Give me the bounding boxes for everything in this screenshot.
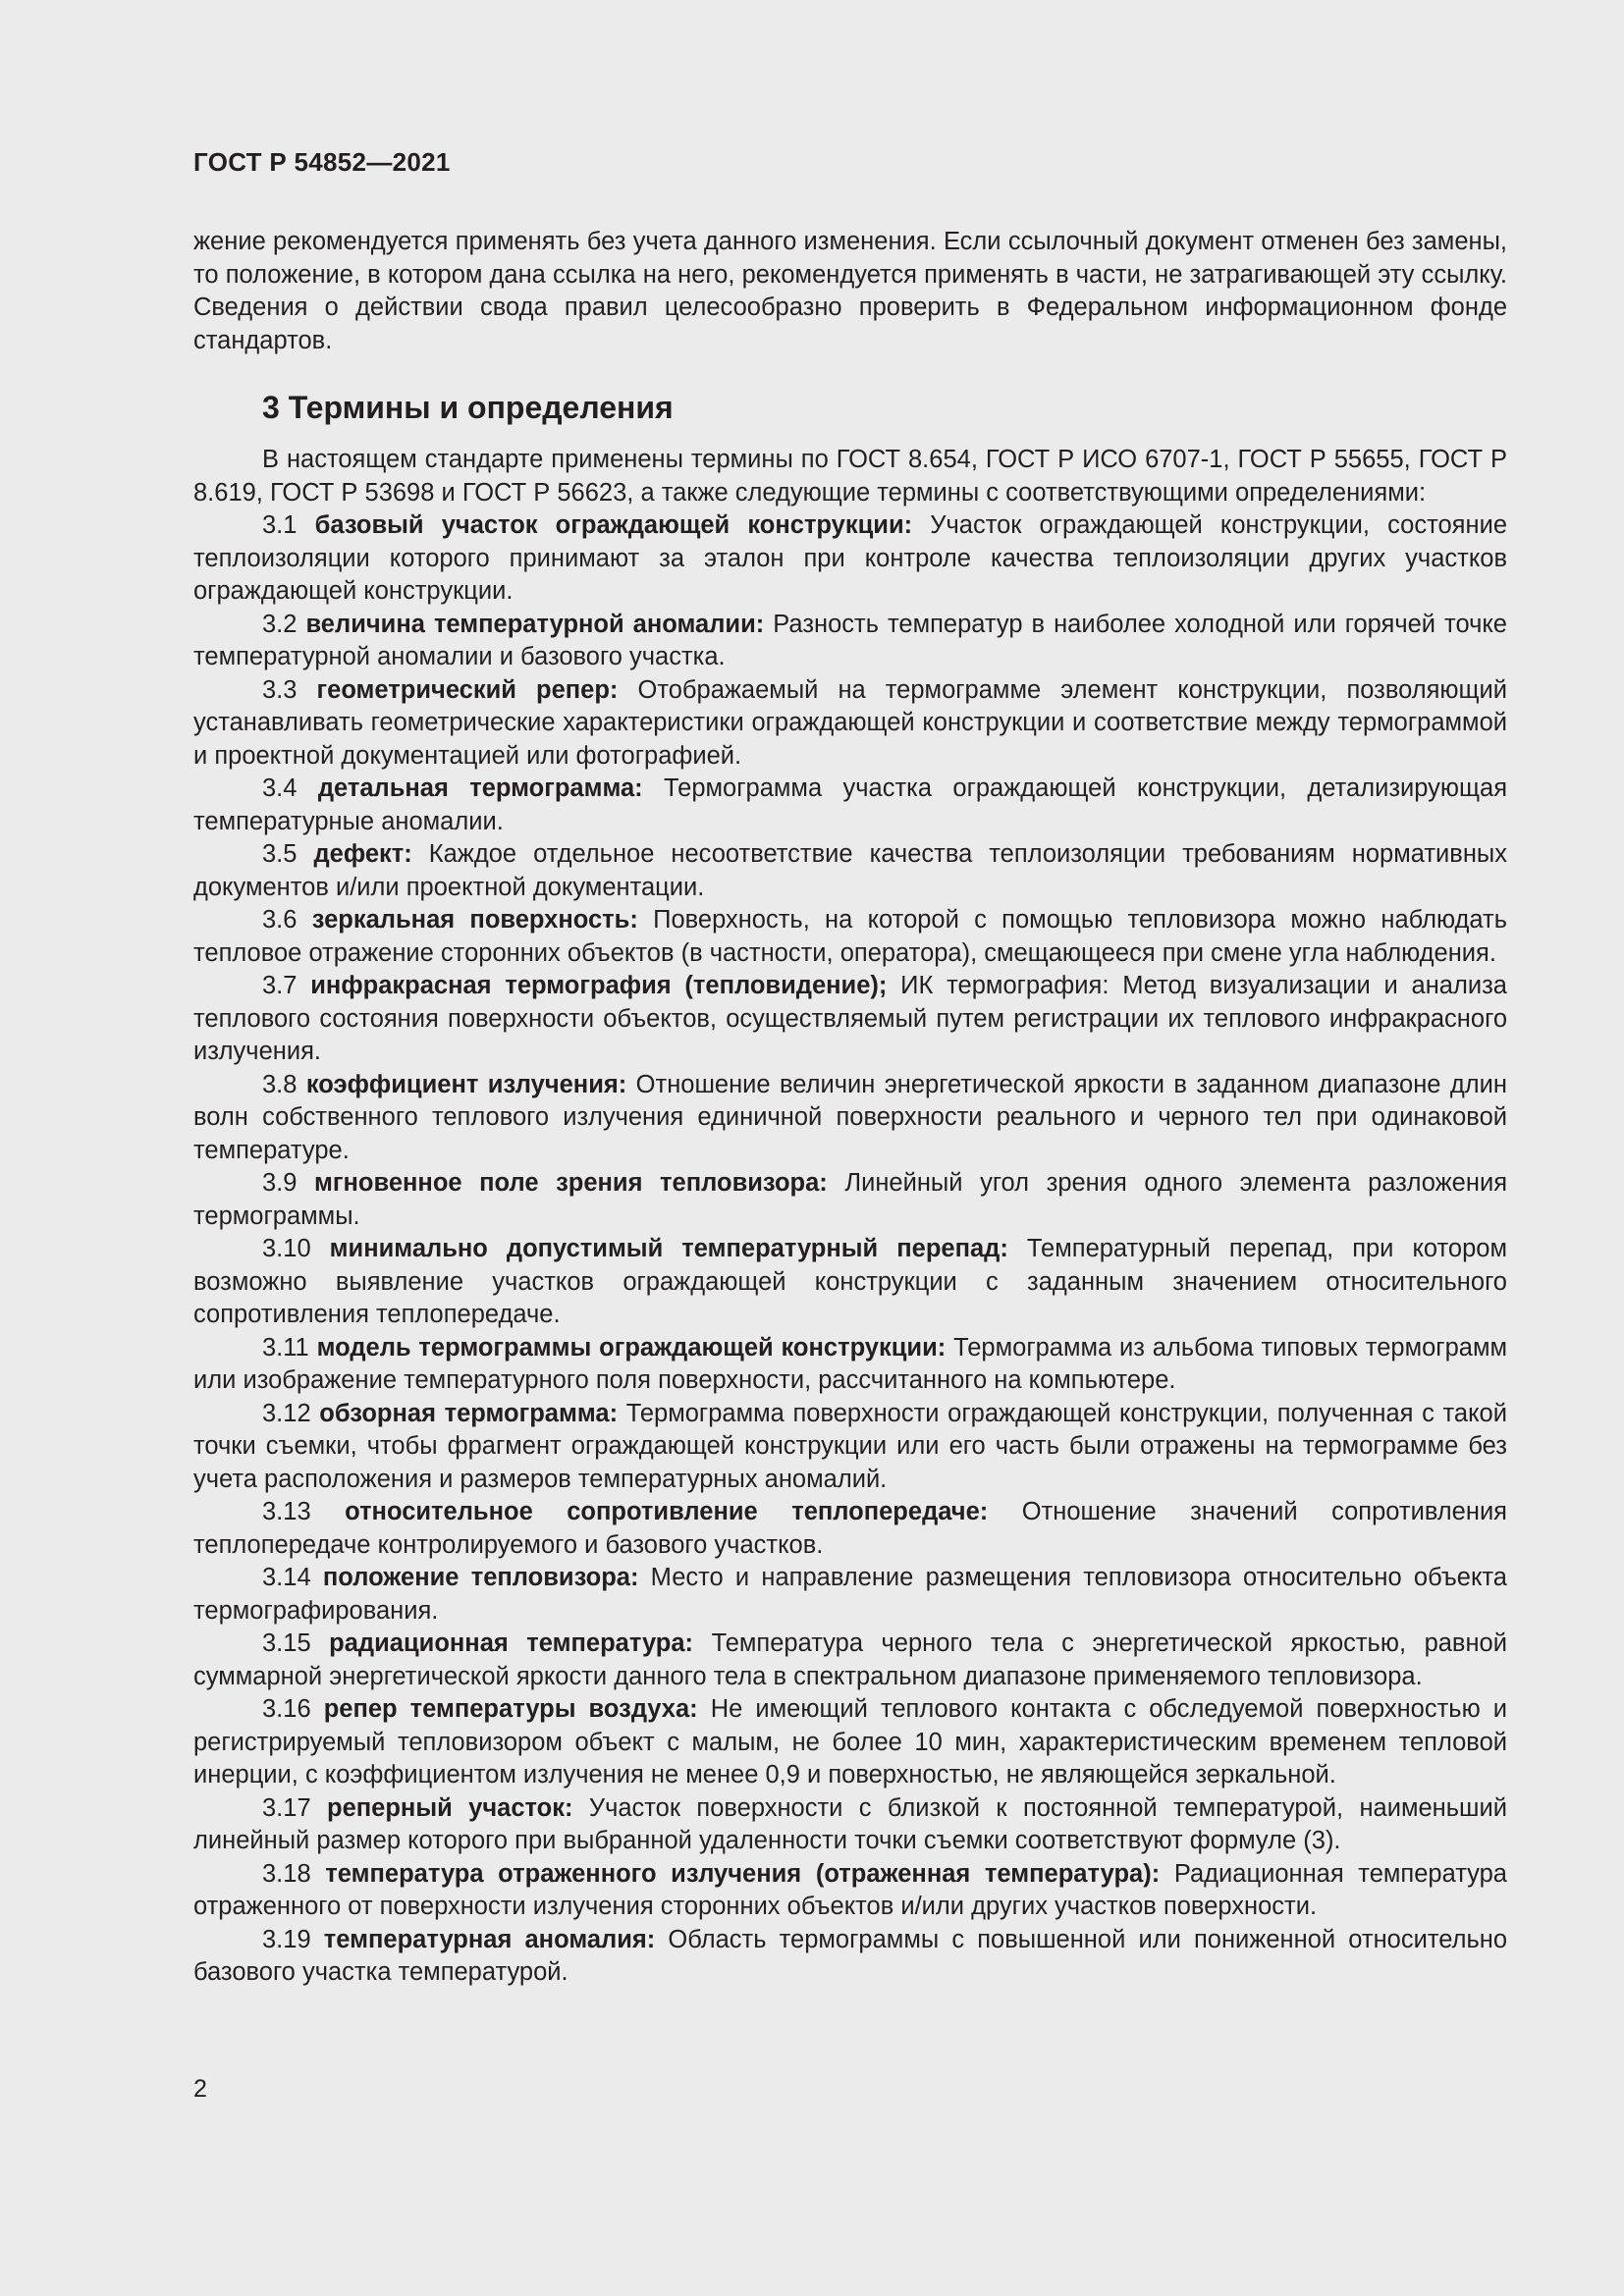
term-name: реперный участок: <box>327 1793 573 1822</box>
term-number: 3.1 <box>262 511 298 539</box>
term-number: 3.15 <box>262 1629 311 1657</box>
term-name: базовый участок ограждающей конструкции: <box>314 511 913 539</box>
section-lead-paragraph: В настоящем стандарте применены термины по ГОСТ 8.654, ГОСТ Р ИСО 6707-1, ГОСТ Р 55655, ГОСТ Р 8.619, ГОСТ Р 53698 и ГОСТ Р 56623, а также следующие термины с соответствующими определениями: <box>193 446 1507 507</box>
term-name: положение тепловизора: <box>322 1564 639 1591</box>
term-definition-item <box>193 1792 1507 1858</box>
term-number: 3.16 <box>262 1695 311 1723</box>
term-name: дефект: <box>313 840 412 868</box>
term-number: 3.17 <box>262 1793 311 1822</box>
term-name: зеркальная поверхность: <box>311 906 638 934</box>
term-definition-item <box>193 509 1507 609</box>
document-code-header: ГОСТ Р 54852—2021 <box>193 147 451 177</box>
page-content <box>193 226 1507 1990</box>
term-definition-text: Не имеющий теплового контакта с обследуемой поверхностью и регистрируемый тепловизором объект с малым, не более 10 мин, характеристическим временем тепловой инерции, с коэффициентом излучения не менее 0,9 и поверхностью, не являющейся зеркальной. <box>193 1695 1507 1789</box>
term-definition-text: Участок поверхности с близкой к постоянной температурой, наименьший линейный размер которого при выбранной удаленности точки съемки соответствуют формуле (3). <box>193 1793 1507 1854</box>
term-definition-item <box>193 1069 1507 1168</box>
term-definition-text: Отношение значений сопротивления теплопередаче контролируемого и базового участков. <box>193 1498 1507 1559</box>
term-definition-item <box>193 970 1507 1069</box>
term-name: радиационная температура: <box>329 1629 694 1657</box>
section-title: 3 Термины и определения <box>262 390 674 425</box>
term-name: относительное сопротивление теплопередаче: <box>345 1498 989 1525</box>
term-definition-item <box>193 1924 1507 1990</box>
term-definition-item <box>193 1628 1507 1693</box>
term-number: 3.14 <box>262 1564 311 1591</box>
term-name: мгновенное поле зрения тепловизора: <box>314 1169 828 1197</box>
page-number: 2 <box>193 2075 207 2103</box>
term-number: 3.18 <box>262 1859 311 1888</box>
term-number: 3.4 <box>262 774 298 802</box>
term-definition-item <box>193 1496 1507 1562</box>
term-name: обзорная термограмма: <box>319 1399 619 1427</box>
term-definition-item <box>193 1562 1507 1628</box>
term-name: коэффициент излучения: <box>305 1070 627 1098</box>
term-name: детальная термограмма: <box>317 774 643 802</box>
term-definition-text: Линейный угол зрения одного элемента разложения термограммы. <box>193 1169 1508 1230</box>
term-definition-text: Температурный перепад, при котором возможно выявление участков ограждающей конструкции с заданным значением относительного сопротивления теплопередаче. <box>193 1235 1507 1328</box>
term-name: минимально допустимый температурный перепад: <box>329 1235 1008 1262</box>
term-definition-text: Поверхность, на которой с помощью тепловизора можно наблюдать тепловое отражение сторонних объектов (в частности, оператора), смещающееся при смене угла наблюдения. <box>193 906 1507 967</box>
term-definition-item <box>193 1233 1507 1332</box>
term-number: 3.2 <box>262 610 298 638</box>
term-number: 3.10 <box>262 1235 311 1262</box>
term-definition-text: ИК термография: Метод визуализации и анализа теплового состояния поверхности объектов, осуществляемый путем регистрации их теплового инфракрасного излучения. <box>193 972 1507 1065</box>
term-name: инфракрасная термография (тепловидение); <box>310 972 888 999</box>
term-number: 3.8 <box>262 1070 298 1098</box>
intro-paragraph: жение рекомендуется применять без учета данного изменения. Если ссылочный документ отменен без замены, то положение, в котором дана ссылка на него, рекомендуется применять в части, не затрагивающей эту ссылку. Сведения о действии свода правил целесообразно проверить в Федеральном информационном фонде стандартов. <box>193 228 1507 354</box>
term-number: 3.11 <box>262 1333 309 1362</box>
term-definition-item <box>193 1167 1507 1233</box>
term-definition-item <box>193 904 1507 970</box>
terms-list <box>193 509 1507 1990</box>
term-definition-item <box>193 1693 1507 1792</box>
term-number: 3.7 <box>262 972 298 999</box>
term-definition-text: Отношение величин энергетической яркости в заданном диапазоне длин волн собственного теплового излучения единичной поверхности реального и черного тел при одинаковой температуре. <box>193 1070 1507 1164</box>
term-definition-text: Участок ограждающей конструкции, состояние теплоизоляции которого принимают за эталон при контроле качества теплоизоляции других участков ограждающей конструкции. <box>193 511 1508 605</box>
term-name: величина температурной аномалии: <box>305 610 765 638</box>
term-number: 3.12 <box>262 1399 311 1427</box>
term-definition-item <box>193 838 1507 904</box>
term-name: температурная аномалия: <box>323 1925 656 1953</box>
term-definition-item <box>193 1858 1507 1924</box>
term-definition-item <box>193 609 1507 674</box>
term-number: 3.13 <box>262 1498 311 1525</box>
term-definition-item <box>193 1398 1507 1497</box>
term-definition-text: Температура черного тела с энергетической яркостью, равной суммарной энергетической яркости данного тела в спектральном диапазоне применяемого тепловизора. <box>193 1629 1507 1690</box>
term-name: модель термограммы ограждающей конструкции: <box>316 1333 947 1362</box>
term-definition-text: Место и направление размещения тепловизора относительно объекта термографирования. <box>193 1564 1507 1625</box>
term-definition-item <box>193 1332 1507 1398</box>
term-definition-text: Термограмма участка ограждающей конструкции, детализирующая температурные аномалии. <box>193 774 1508 835</box>
term-definition-item <box>193 773 1507 838</box>
term-definition-text: Разность температур в наиболее холодной или горячей точке температурной аномалии и базового участка. <box>193 610 1507 670</box>
term-number: 3.5 <box>262 840 298 868</box>
term-number: 3.3 <box>262 675 298 704</box>
term-definition-item <box>193 674 1507 774</box>
term-definition-text: Радиационная температура отраженного от поверхности излучения сторонних объектов и/или других участков поверхности. <box>193 1859 1507 1920</box>
term-definition-text: Термограмма из альбома типовых термограмм или изображение температурного поля поверхности, рассчитанного на компьютере. <box>193 1333 1508 1394</box>
term-definition-text: Термограмма поверхности ограждающей конструкции, полученная с такой точки съемки, чтобы фрагмент ограждающей конструкции или его часть были отражены на термограмме без учета расположения и размеров температурных аномалий. <box>193 1399 1507 1493</box>
term-definition-text: Отображаемый на термограмме элемент конструкции, позволяющий устанавливать геометрические характеристики ограждающей конструкции и соответствие между термограммой и проектной документацией или фотографией. <box>193 675 1508 770</box>
term-number: 3.9 <box>262 1169 298 1197</box>
term-number: 3.19 <box>262 1925 311 1953</box>
term-name: репер температуры воздуха: <box>323 1695 698 1723</box>
term-number: 3.6 <box>262 906 298 934</box>
term-definition-text: Область термограммы с повышенной или пониженной относительно базового участка температурой. <box>193 1925 1507 1986</box>
term-name: геометрический репер: <box>316 675 619 704</box>
term-name: температура отраженного излучения (отраженная температура): <box>325 1859 1161 1888</box>
term-definition-text: Каждое отдельное несоответствие качества теплоизоляции требованиям нормативных документов и/или проектной документации. <box>193 840 1507 901</box>
